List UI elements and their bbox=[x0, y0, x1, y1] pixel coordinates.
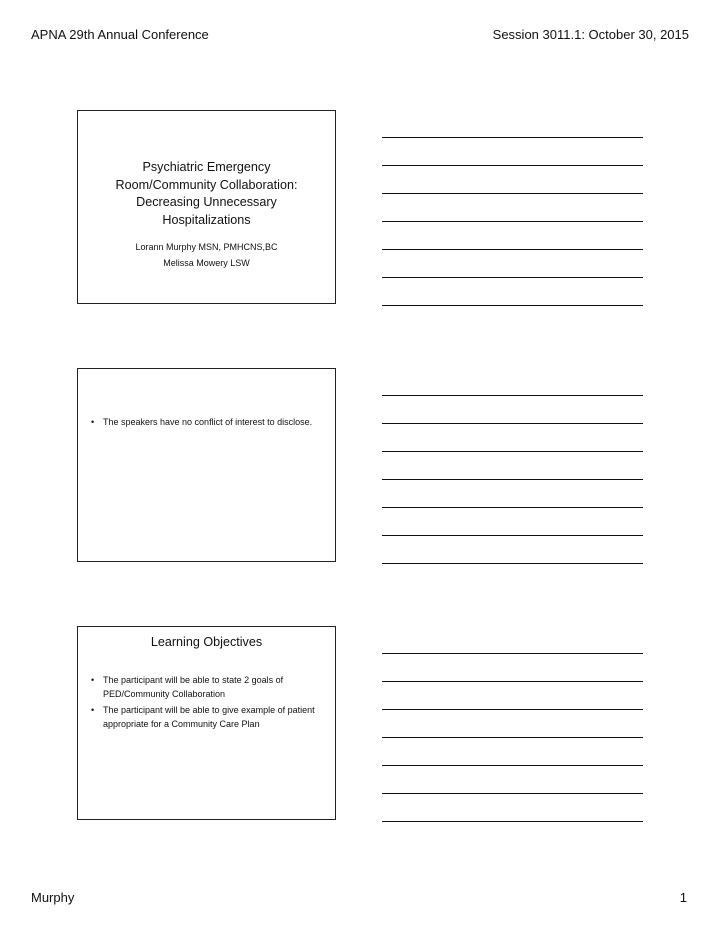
bullet-item bbox=[91, 674, 323, 701]
note-line bbox=[382, 305, 643, 306]
notes-lines-3 bbox=[382, 653, 643, 849]
notes-lines-1 bbox=[382, 137, 643, 333]
slide-1-authors bbox=[88, 239, 325, 271]
slide-3-thumbnail bbox=[77, 626, 336, 820]
slide-2-thumbnail bbox=[77, 368, 336, 562]
slide-3-bullet-list bbox=[91, 674, 323, 734]
note-line bbox=[382, 249, 643, 250]
bullet-text: The participant will be able to state 2 goals of PED/Community Collaboration bbox=[103, 675, 284, 699]
note-line bbox=[382, 653, 643, 654]
note-line bbox=[382, 423, 643, 424]
note-line bbox=[382, 193, 643, 194]
slide-1-title-line: Room/Community Collaboration: bbox=[115, 177, 298, 192]
slide-1-title-line: Psychiatric Emergency bbox=[142, 160, 271, 174]
note-line bbox=[382, 821, 643, 822]
footer-author: Murphy bbox=[31, 890, 75, 905]
slide-3-title: Learning Objectives bbox=[150, 635, 263, 649]
note-line bbox=[382, 221, 643, 222]
header-conference-title: APNA 29th Annual Conference bbox=[31, 27, 209, 42]
note-line bbox=[382, 165, 643, 166]
bullet-text: The participant will be able to give example of patient appropriate for a Community Care Plan bbox=[103, 705, 315, 729]
note-line bbox=[382, 507, 643, 508]
bullet-icon: • bbox=[91, 675, 95, 685]
bullet-icon: • bbox=[91, 705, 95, 715]
bullet-icon: • bbox=[91, 417, 95, 427]
note-line bbox=[382, 277, 643, 278]
bullet-item bbox=[91, 416, 323, 430]
note-line bbox=[382, 451, 643, 452]
note-line bbox=[382, 395, 643, 396]
page-number: 1 bbox=[679, 890, 687, 905]
slide-2-bullet-list bbox=[91, 416, 323, 433]
slide-1-thumbnail bbox=[77, 110, 336, 304]
slide-1-title-line: Hospitalizations bbox=[162, 212, 251, 227]
note-line bbox=[382, 709, 643, 710]
header-session-date: Session 3011.1: October 30, 2015 bbox=[492, 27, 689, 42]
slide-1-title bbox=[88, 159, 325, 229]
slide-1-title-line: Decreasing Unnecessary bbox=[136, 195, 277, 209]
note-line bbox=[382, 535, 643, 536]
note-line bbox=[382, 793, 643, 794]
author-name: Melissa Mowery LSW bbox=[163, 258, 250, 268]
note-line bbox=[382, 681, 643, 682]
note-line bbox=[382, 563, 643, 564]
author-name: Lorann Murphy MSN, PMHCNS,BC bbox=[135, 242, 278, 252]
note-line bbox=[382, 765, 643, 766]
bullet-text: The speakers have no conflict of interest to disclose. bbox=[103, 417, 313, 427]
bullet-item bbox=[91, 704, 323, 731]
notes-lines-2 bbox=[382, 395, 643, 591]
note-line bbox=[382, 737, 643, 738]
note-line bbox=[382, 479, 643, 480]
note-line bbox=[382, 137, 643, 138]
